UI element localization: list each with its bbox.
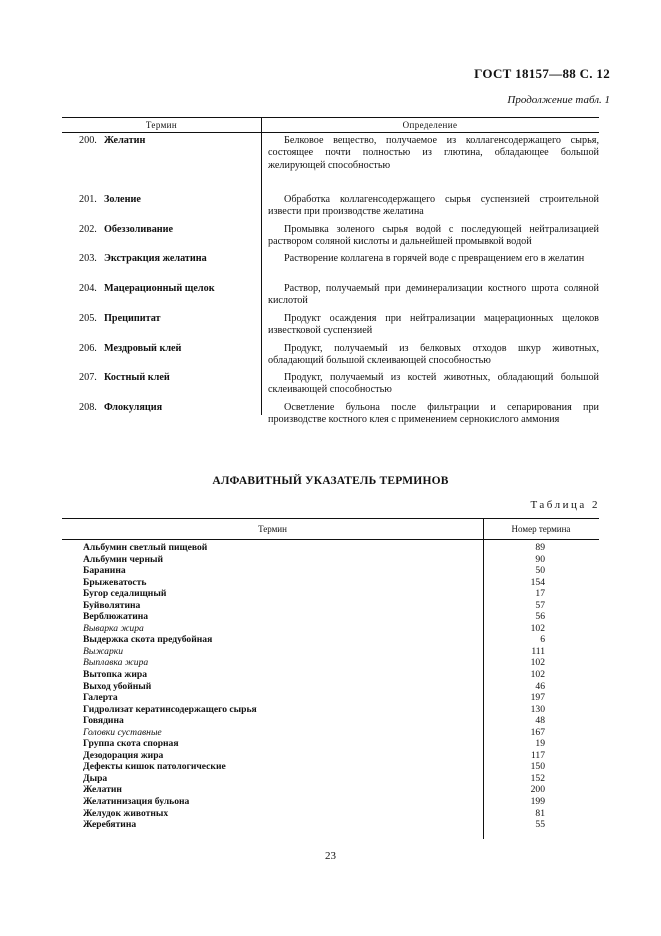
index-term-number: 117 [530,749,545,761]
index-row [62,623,599,635]
index-row [62,611,599,623]
index-term: Желатинизация бульона [83,796,190,808]
index-term: Бугор седалищный [83,588,167,600]
index-row [62,784,599,796]
term-row [62,343,599,368]
index-term: Желудок животных [83,807,169,819]
term-row [62,402,599,427]
term-number: 205. [79,313,97,324]
term-definition: Продукт, получаемый из костей животных, обладающий большой склеивающей способностью [268,372,599,396]
index-row [62,646,599,658]
term-definition: Обработка коллагенсодержащего сырья суспензией строительной извести при производстве желатина [268,194,599,218]
index-term-number: 56 [535,611,545,623]
index-term: Выплавка жира [83,657,149,669]
index-row [62,542,599,554]
col-number-header: Номер термина [511,524,571,534]
index-term: Выход убойный [83,680,152,692]
term-row [62,224,599,249]
term-definition: Белковое вещество, получаемое из коллагенсодержащего сырья, состоящее почти полностью из глютина, обладающее большой желирующей способностью [268,135,599,171]
term-name: Костный клей [104,372,170,383]
index-term-number: 200 [530,784,545,796]
index-row [62,738,599,750]
index-term-number: 199 [530,796,545,808]
index-term: Дефекты кишок патологические [83,761,226,773]
index-term: Галерта [83,692,118,704]
index-term: Дезодорация жира [83,749,164,761]
index-term-number: 57 [535,599,545,611]
index-term-number: 152 [530,772,545,784]
index-term: Группа скота спорная [83,738,179,750]
index-term: Буйволятина [83,599,141,611]
term-row [62,194,599,219]
term-number: 203. [79,253,97,264]
index-term-number: 102 [530,657,545,669]
term-number: 208. [79,402,97,413]
term-row [62,135,599,172]
index-row [62,657,599,669]
index-term: Выварка жира [83,622,144,634]
index-row [62,692,599,704]
index-row [62,750,599,762]
term-row [62,372,599,397]
index-term-number: 55 [535,819,545,831]
index-term: Вытопка жира [83,669,147,681]
index-term-number: 90 [535,553,545,565]
index-term-number: 154 [530,576,545,588]
term-number: 201. [79,194,97,205]
index-term-number: 6 [540,634,545,646]
index-term: Дыра [83,772,108,784]
col-term-header: Термин [258,524,287,534]
column-divider [483,518,484,839]
term-row [62,253,599,265]
index-row [62,761,599,773]
continuation-note: Продолжение табл. 1 [507,94,610,106]
index-term-number: 150 [530,761,545,773]
term-definition: Растворение коллагена в горячей воде с превращением его в желатин [284,253,585,264]
term-number: 207. [79,372,97,383]
index-row [62,669,599,681]
term-name: Мездровый клей [104,343,182,354]
term-name: Золение [104,194,141,205]
index-table-header [62,519,599,539]
term-number: 200. [79,135,97,146]
index-row [62,773,599,785]
term-name: Желатин [104,135,146,146]
index-term-number: 167 [530,726,545,738]
index-term-number: 48 [535,715,545,727]
term-number: 206. [79,343,97,354]
index-term-number: 130 [530,703,545,715]
index-term-number: 197 [530,692,545,704]
term-row [62,313,599,338]
index-term: Головки суставные [83,726,162,738]
term-definition: Раствор, получаемый при деминерализации костного шрота соляной кислотой [268,283,599,307]
index-term: Гидролизат кератинсодержащего сырья [83,703,257,715]
index-term-number: 17 [535,588,545,600]
index-term: Выжарки [83,645,124,657]
index-term-number: 46 [535,680,545,692]
term-definition: Промывка золеного сырья водой с последующей нейтрализацией раствором соляной кислоты и дальнейшей промывкой водой [268,224,599,248]
index-table [62,518,599,831]
index-term: Баранина [83,565,126,577]
index-row [62,704,599,716]
term-definition: Осветление бульона после фильтрации и сепарирования при производстве костного клея с применением сернокислого аммония [268,402,599,426]
index-term: Желатин [83,784,122,796]
index-row [62,715,599,727]
term-number: 202. [79,224,97,235]
index-term-number: 111 [531,645,545,657]
term-name: Экстракция желатина [104,253,207,264]
index-row [62,808,599,820]
col-definition-header: Определение [402,120,458,130]
index-term: Верблюжатина [83,611,149,623]
term-definition: Продукт, получаемый из белковых отходов шкур животных, обладающий большой склеивающей способностью [268,343,599,367]
standard-header: ГОСТ 18157—88 С. 12 [474,66,610,81]
index-term: Говядина [83,715,124,727]
term-name: Флокуляция [104,402,163,413]
index-row [62,600,599,612]
term-name: Мацерационный щелок [104,283,215,294]
index-term: Выдержка скота предубойная [83,634,213,646]
term-name: Преципитат [104,313,161,324]
index-term-number: 50 [535,565,545,577]
index-term: Альбумин черный [83,553,164,565]
index-term: Альбумин светлый пищевой [83,542,208,553]
index-term-number: 102 [530,622,545,634]
index-term: Жеребятина [83,819,137,831]
page-number: 23 [325,850,336,862]
index-row [62,796,599,808]
term-name: Обеззоливание [104,224,174,235]
terms-table-header [62,118,599,132]
terms-table [62,117,599,426]
index-row [62,588,599,600]
index-row [62,565,599,577]
index-row [62,577,599,589]
index-term-number: 81 [535,807,545,819]
index-title: АЛФАВИТНЫЙ УКАЗАТЕЛЬ ТЕРМИНОВ [212,475,449,487]
term-definition: Продукт осаждения при нейтрализации мацерационных щелоков известковой суспензией [268,313,599,337]
table-label: Таблица 2 [530,499,600,511]
index-row [62,819,599,831]
index-term: Брыжеватость [83,576,147,588]
index-list [62,540,599,831]
term-row [62,283,599,308]
index-term-number: 19 [535,738,545,750]
index-row [62,681,599,693]
index-row [62,634,599,646]
col-term-header: Термин [145,120,178,130]
index-row [62,554,599,566]
index-term-number: 89 [535,542,545,553]
index-row [62,727,599,739]
index-term-number: 102 [530,669,545,681]
term-number: 204. [79,283,97,294]
